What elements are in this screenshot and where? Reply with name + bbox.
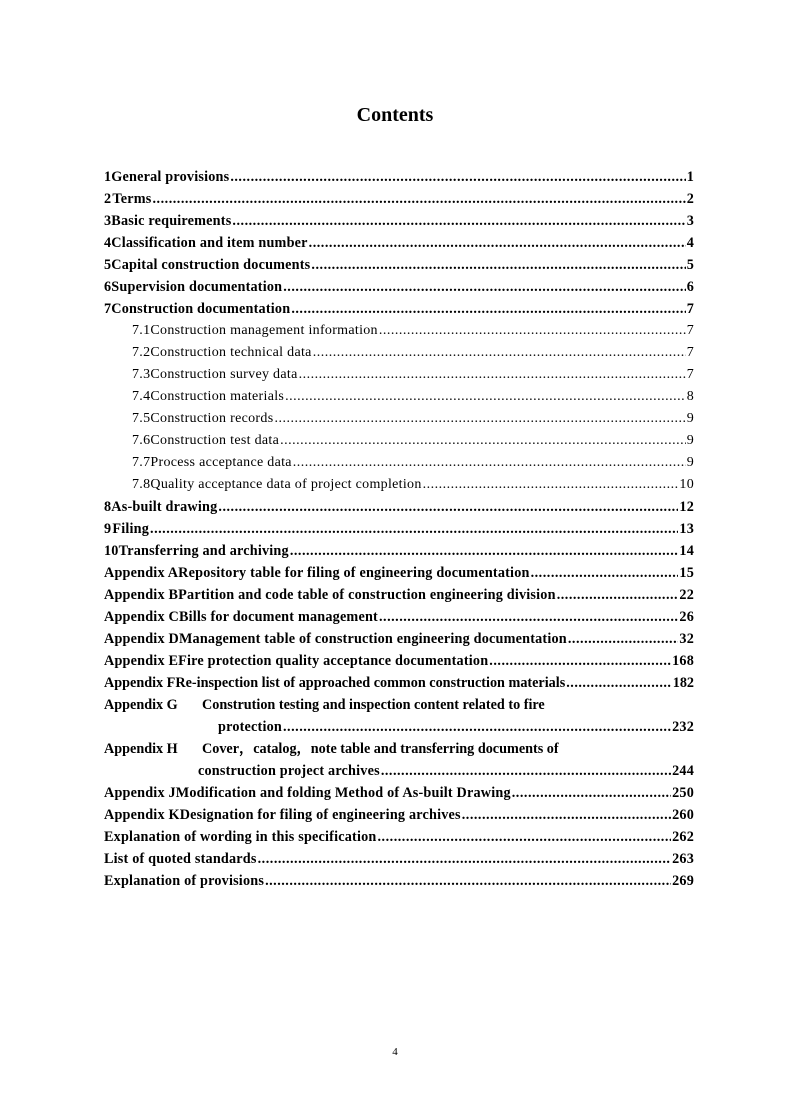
toc-entry-7-7[interactable]: 7.7 Process acceptance data ..... 9 — [104, 452, 694, 474]
toc-entry-appendix-j[interactable]: Appendix J Modification and folding Method of As-built Drawing ..... 250 — [104, 782, 694, 804]
dot-leader — [557, 584, 679, 606]
dot-leader — [379, 320, 686, 342]
dot-leader — [313, 342, 686, 364]
dot-leader — [566, 672, 671, 694]
dot-leader — [311, 254, 685, 276]
toc-entry-3[interactable]: 3 Basic requirements ..... 3 — [104, 210, 694, 232]
toc-entry-appendix-h[interactable]: Appendix H Cover，catalog，note table and transferring documents of — [104, 741, 559, 757]
dot-leader — [379, 606, 678, 628]
dot-leader — [283, 276, 685, 298]
toc-entry-appendix-e[interactable]: Appendix E Fire protection quality acceptance documentation ..... 168 — [104, 650, 694, 672]
dot-leader — [274, 408, 685, 430]
toc-entry-7-3[interactable]: 7.3 Construction survey data ..... 7 — [104, 364, 694, 386]
dot-leader — [153, 188, 686, 210]
toc-entry-6[interactable]: 6 Supervision documentation ..... 6 — [104, 276, 694, 298]
toc-entry-5[interactable]: 5 Capital construction documents ..... 5 — [104, 254, 694, 276]
dot-leader — [291, 298, 685, 320]
dot-leader — [381, 760, 671, 782]
toc-entry-appendix-k[interactable]: Appendix K Designation for filing of engineering archives ..... 260 — [104, 804, 694, 826]
toc-entry-7-8[interactable]: 7.8 Quality acceptance data of project completion ..... 10 — [104, 474, 694, 496]
toc-entry-4[interactable]: 4 Classification and item number ..... 4 — [104, 232, 694, 254]
toc-entry-appendix-g[interactable]: Appendix G Constrution testing and inspection content related to fire — [104, 697, 545, 713]
page-number: 4 — [392, 1046, 398, 1058]
toc-entry-appendix-d[interactable]: Appendix D Management table of construction engineering documentation ..... 32 — [104, 628, 694, 650]
toc-entry-7-4[interactable]: 7.4 Construction materials ..... 8 — [104, 386, 694, 408]
toc-entry-7-6[interactable]: 7.6 Construction test data ..... 9 — [104, 430, 694, 452]
dot-leader — [218, 496, 678, 518]
dot-leader — [299, 364, 686, 386]
toc-entry-10[interactable]: 10 Transferring and archiving ..... 14 — [104, 540, 694, 562]
dot-leader — [265, 870, 671, 892]
toc-entry-appendix-b[interactable]: Appendix B Partition and code table of construction engineering division ..... 22 — [104, 584, 694, 606]
toc-entry-explanation-of-wording[interactable]: Explanation of wording in this specification ..... 262 — [104, 826, 694, 848]
dot-leader — [290, 540, 679, 562]
toc-entry-8[interactable]: 8 As-built drawing ..... 12 — [104, 496, 694, 518]
toc-entry-appendix-c[interactable]: Appendix C Bills for document management ..... 26 — [104, 606, 694, 628]
toc-entry-appendix-f[interactable]: Appendix F Re-inspection list of approached common construction materials ..... 182 — [104, 672, 694, 694]
dot-leader — [568, 628, 679, 650]
toc-entry-appendix-h-continued[interactable]: construction project archives ..... 244 — [104, 760, 694, 782]
dot-leader — [462, 804, 671, 826]
dot-leader — [283, 716, 671, 738]
toc-entry-9[interactable]: 9 Filing ..... 13 — [104, 518, 694, 540]
dot-leader — [378, 826, 672, 848]
toc-entry-7-1[interactable]: 7.1 Construction management information ..... 7 — [104, 320, 694, 342]
dot-leader — [489, 650, 671, 672]
dot-leader — [309, 232, 686, 254]
dot-leader — [280, 430, 686, 452]
toc-entry-7[interactable]: 7 Construction documentation ..... 7 — [104, 298, 694, 320]
dot-leader — [512, 782, 671, 804]
dot-leader — [285, 386, 686, 408]
toc-entry-7-2[interactable]: 7.2 Construction technical data ..... 7 — [104, 342, 694, 364]
toc-entry-quoted-standards[interactable]: List of quoted standards ..... 263 — [104, 848, 694, 870]
dot-leader — [232, 210, 685, 232]
toc-entry-appendix-a[interactable]: Appendix A Repository table for filing of engineering documentation ..... 15 — [104, 562, 694, 584]
toc-entry-explanation-of-provisions[interactable]: Explanation of provisions ..... 269 — [104, 870, 694, 892]
dot-leader — [230, 166, 685, 188]
table-of-contents — [104, 166, 694, 892]
dot-leader — [423, 474, 679, 496]
dot-leader — [258, 848, 671, 870]
dot-leader — [150, 518, 678, 540]
dot-leader — [293, 452, 686, 474]
toc-entry-2[interactable]: 2 Terms ..... 2 — [104, 188, 694, 210]
toc-entry-7-5[interactable]: 7.5 Construction records ..... 9 — [104, 408, 694, 430]
page-title: Contents — [356, 104, 434, 126]
toc-entry-appendix-g-continued[interactable]: protection ..... 232 — [104, 716, 694, 738]
toc-entry-1[interactable]: 1 General provisions ..... 1 — [104, 166, 694, 188]
dot-leader — [531, 562, 679, 584]
